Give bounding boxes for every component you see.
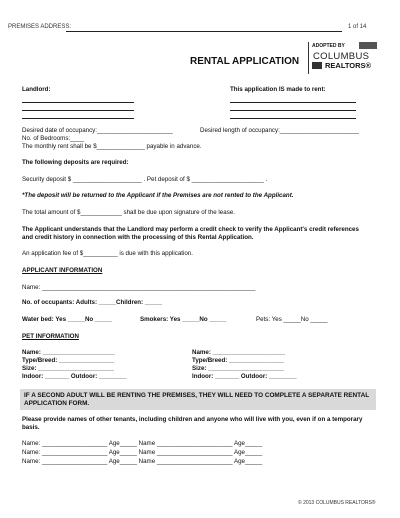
tenant-row[interactable]: Name: ___________________ Age_____ Name ______________________ Age_____: [22, 440, 263, 447]
pets-field[interactable]: Pets: Yes _____No _____: [256, 316, 328, 323]
deposits-heading: The following deposits are required:: [22, 159, 129, 166]
other-tenants-prompt: Please provide names of other tenants, including children and anyone who will live with you, even if on a temporary basis.: [22, 416, 363, 431]
made-to-line-3[interactable]: [230, 118, 356, 119]
copyright-footer: © 2013 COLUMBUS REALTORS®: [298, 500, 376, 506]
applicant-info-heading: APPLICANT INFORMATION: [22, 267, 103, 274]
deposit-return-note: *The deposit will be returned to the Applicant if the Premises are not rented to the Applicant.: [22, 192, 294, 199]
logo-realtors: REALTORS®: [325, 61, 372, 70]
premises-address-label: PREMISES ADDRESS:: [8, 24, 72, 30]
desired-date-field[interactable]: Desired date of occupancy:______________________: [22, 127, 173, 134]
tenant-row[interactable]: Name: ___________________ Age_____ Name ______________________ Age_____: [22, 458, 263, 465]
pet2-indoor-field[interactable]: Indoor: _______ Outdoor: ________: [192, 373, 297, 380]
skyline-icon: [359, 42, 377, 49]
water-bed-field[interactable]: Water bed: Yes _____No _____: [22, 316, 113, 323]
landlord-label: Landlord:: [22, 86, 51, 93]
pet2-size-field[interactable]: Size: ______________________: [192, 365, 284, 372]
pet1-name-field[interactable]: Name: _____________________: [22, 349, 115, 356]
pet1-size-field[interactable]: Size: ______________________: [22, 365, 114, 372]
logo-adopted-by: ADOPTED BY: [312, 43, 345, 49]
smokers-field[interactable]: Smokers: Yes _____No _____: [140, 316, 227, 323]
credit-check-statement: The Applicant understands that the Landlord may perform a credit check to verify the Applicant's credit references and credit history in connection with the processing of this Rental Application.: [22, 226, 359, 241]
logo-columbus: COLUMBUS: [313, 51, 370, 62]
landlord-line-2[interactable]: [22, 110, 134, 111]
pet1-indoor-field[interactable]: Indoor: _______ Outdoor: ________: [22, 373, 127, 380]
landlord-line-1[interactable]: [22, 102, 134, 103]
second-adult-notice: IF A SECOND ADULT WILL BE RENTING THE PREMISES, THEY WILL NEED TO COMPLETE A SEPARATE RENTAL APPLICATION FORM.: [24, 392, 369, 407]
security-deposit-field[interactable]: Security deposit $ ____________________ . Pet deposit of $ _____________________ .: [22, 176, 268, 183]
total-amount-field[interactable]: The total amount of $____________ shall be due upon signature of the lease.: [22, 209, 235, 216]
monthly-rent-field[interactable]: The monthly rent shall be $______________ payable in advance.: [22, 143, 202, 150]
pet2-name-field[interactable]: Name: _____________________: [192, 349, 285, 356]
made-to-line-1[interactable]: [230, 102, 356, 103]
columbus-realtors-logo: [312, 43, 378, 73]
pet2-type-field[interactable]: Type/Breed: ________________: [192, 357, 285, 364]
page-title: RENTAL APPLICATION: [190, 56, 300, 67]
desired-length-field[interactable]: Desired length of occupancy:_______________________: [200, 127, 359, 134]
realtor-r-icon: [312, 62, 322, 69]
made-to-label: This application IS made to rent:: [230, 86, 326, 93]
premises-address-field[interactable]: [66, 31, 342, 32]
pet-info-heading: PET INFORMATION: [22, 333, 79, 340]
page-number: 1 of 14: [348, 24, 367, 30]
occupants-field[interactable]: No. of occupants: Adults: _____Children: _____: [22, 299, 163, 306]
applicant-name-field[interactable]: Name: ______________________________________________________________: [22, 284, 256, 291]
application-fee-field[interactable]: An application fee of $__________ is due with this application.: [22, 250, 193, 257]
bedrooms-field[interactable]: No. of Bedrooms:____: [22, 135, 84, 142]
logo-divider: [308, 42, 309, 74]
tenant-row[interactable]: Name: ___________________ Age_____ Name ______________________ Age_____: [22, 449, 263, 456]
made-to-line-2[interactable]: [230, 110, 356, 111]
landlord-line-3[interactable]: [22, 118, 134, 119]
pet1-type-field[interactable]: Type/Breed: ________________: [22, 357, 115, 364]
